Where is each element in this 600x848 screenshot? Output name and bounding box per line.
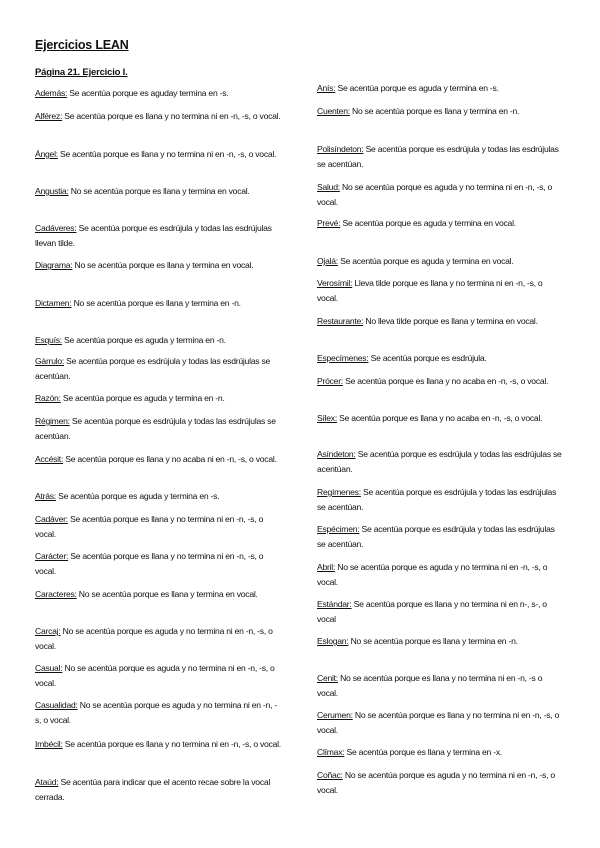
entry-term: Restaurante: xyxy=(317,316,364,326)
entry xyxy=(35,296,283,311)
entry-explanation: Se acentúa porque es esdrújula y todas las esdrújulas se acentúan. xyxy=(35,356,271,381)
entry-term: Alférez: xyxy=(35,111,63,121)
entry-term: Accésit: xyxy=(35,454,64,464)
entry-explanation: Se acentúa porque es llana y no acaba en -n, -s, o vocal. xyxy=(337,413,543,423)
entry-explanation: Se acentúa porque es llana y no acaba en -n, -s, o vocal. xyxy=(342,376,549,386)
entry xyxy=(35,587,283,602)
entry-term: Especímenes: xyxy=(317,353,369,363)
entry xyxy=(317,634,565,649)
entry xyxy=(35,549,283,578)
entry xyxy=(35,184,283,199)
entry-explanation: No se acentúa porque es aguda y no termina ni en -n, -s, o vocal. xyxy=(35,700,277,725)
entry-explanation: Se acentúa porque es aguda y termina en vocal. xyxy=(337,256,514,266)
entry xyxy=(35,354,283,383)
entry-term: Clímax: xyxy=(317,747,345,757)
entry-explanation: No se acentúa porque es llana y termina en -n. xyxy=(348,636,518,646)
entry-explanation: Se acentúa porque es esdrújula y todas las esdrújulas se acentúan. xyxy=(317,524,555,549)
entry-explanation: Se acentúa porque es esdrújula y todas las esdrújulas se acentúan. xyxy=(317,487,557,512)
entry xyxy=(317,411,565,426)
entry xyxy=(35,258,283,273)
entry-explanation: Se acentúa porque es aguda y termina en vocal. xyxy=(340,218,516,228)
entry xyxy=(317,768,565,797)
entry xyxy=(317,351,565,366)
entry-explanation: Se acentúa porque es llana y no termina ni en -n, -s, o vocal. xyxy=(62,111,281,121)
entry-explanation: Se acentúa porque es esdrújula y todas las esdrújulas llevan tilde. xyxy=(35,223,272,248)
entry-term: Cadáveres: xyxy=(35,223,77,233)
entry xyxy=(35,452,283,467)
entry-term: Angustia: xyxy=(35,186,69,196)
entry xyxy=(35,414,283,443)
entry-explanation: No se acentúa porque es aguda y no termina ni en -n, -s, o vocal. xyxy=(35,626,273,651)
entry-explanation: Se acentúa porque es llana y no termina ni en n-, s-, o vocal xyxy=(317,599,547,624)
entry-explanation: No se acentúa porque es aguda y no termina ni en -n, -s, o vocal. xyxy=(317,182,553,207)
entry-term: Esquís: xyxy=(35,335,62,345)
entry-explanation: No lleva tilde porque es llana y termina en vocal. xyxy=(363,316,538,326)
entry-explanation: Se acentúa porque es esdrújula. xyxy=(368,353,487,363)
entry-term: Espécimen: xyxy=(317,524,360,534)
entry-explanation: No se acentúa porque es llana y termina en -n. xyxy=(71,298,241,308)
entry-explanation: No se acentúa porque es llana y termina en -n. xyxy=(349,106,520,116)
entry-term: Casualidad: xyxy=(35,700,78,710)
entry-explanation: No se acentúa porque es aguda y no termina ni en -n, -s, o vocal. xyxy=(317,770,555,795)
entry-term: Carcaj: xyxy=(35,626,61,636)
entry-term: Regímenes: xyxy=(317,487,361,497)
entry xyxy=(35,109,283,124)
entry xyxy=(35,333,283,348)
entry-explanation: Se acentúa porque es esdrújula y todas las esdrújulas se acentúan. xyxy=(35,416,276,441)
entry xyxy=(35,512,283,541)
entry-explanation: No se acentúa porque es llana y termina en vocal. xyxy=(76,589,258,599)
entry-term: Dictamen: xyxy=(35,298,72,308)
entry xyxy=(317,81,565,96)
entry-term: Razón: xyxy=(35,393,61,403)
entry xyxy=(35,661,283,690)
entry-term: Prevé: xyxy=(317,218,341,228)
entry-term: Polisíndeton: xyxy=(317,144,364,154)
entry xyxy=(317,104,565,119)
entry-term: Ataúd: xyxy=(35,777,59,787)
entry-explanation: No se acentúa porque es aguda y no termina ni en -n, -s, o vocal. xyxy=(317,562,548,587)
entry-term: Asíndeton: xyxy=(317,449,356,459)
entry-explanation: Se acentúa porque es aguday termina en -s. xyxy=(67,88,229,98)
entry xyxy=(317,745,565,760)
entry xyxy=(317,708,565,737)
entry xyxy=(35,86,283,101)
entry xyxy=(35,775,283,804)
entry-term: Atrás: xyxy=(35,491,56,501)
entry-explanation: No se acentúa porque es aguda y no termina ni en -n, -s, o vocal. xyxy=(35,663,275,688)
entry-term: Ojalá: xyxy=(317,256,338,266)
entry xyxy=(35,737,283,752)
entry-term: Coñac: xyxy=(317,770,343,780)
entry-term: Cenit: xyxy=(317,673,338,683)
entry xyxy=(317,254,565,269)
entry xyxy=(35,221,283,250)
entry-explanation: Se acentúa porque es llana y no termina ni en -n, -s, o vocal. xyxy=(57,149,277,159)
entry-term: Abril: xyxy=(317,562,336,572)
entry-term: Cadáver: xyxy=(35,514,68,524)
entry xyxy=(35,698,283,727)
entry-explanation: Se acentúa porque es llana y no termina ni en -n, -s, o vocal. xyxy=(35,551,264,576)
page-title: Ejercicios LEAN xyxy=(35,38,129,52)
entry xyxy=(317,671,565,700)
entry-term: Prócer: xyxy=(317,376,343,386)
entry-explanation: Se acentúa porque es llana y no acaba ni en -n, -s, o vocal. xyxy=(63,454,277,464)
entry-explanation: Se acentúa porque es aguda y termina en -n. xyxy=(60,393,225,403)
entry xyxy=(317,180,565,209)
entry-explanation: Se acentúa porque es llana y no termina ni en -n, -s, o vocal. xyxy=(62,739,281,749)
entry xyxy=(35,391,283,406)
entry-explanation: No se acentúa porque es llana y termina en vocal. xyxy=(68,186,250,196)
entry-term: Verosímil: xyxy=(317,278,353,288)
entry xyxy=(317,485,565,514)
entry-term: Estándar: xyxy=(317,599,352,609)
entry-explanation: Lleva tilde porque es llana y no termina ni en -n, -s, o vocal. xyxy=(317,278,543,303)
entry xyxy=(317,374,565,389)
entry-term: Caracteres: xyxy=(35,589,77,599)
entry-explanation: Se acentúa porque es esdrújula y todas las esdrújulas se acentúan. xyxy=(317,144,559,169)
entry xyxy=(317,216,565,231)
entry-term: Carácter: xyxy=(35,551,69,561)
entry-explanation: Se acentúa porque es aguda y termina en -s. xyxy=(335,83,499,93)
entry-explanation: Se acentúa porque es llana y no termina ni en -n, -s, o vocal. xyxy=(35,514,264,539)
entry xyxy=(35,147,283,162)
entry-term: Gárrulo: xyxy=(35,356,65,366)
entry xyxy=(317,560,565,589)
entry xyxy=(317,314,565,329)
entry-explanation: Se acentúa para indicar que el acento recae sobre la vocal cerrada. xyxy=(35,777,271,802)
entry-explanation: Se acentúa porque es esdrújula y todas las esdrújulas se acentúan. xyxy=(317,449,562,474)
entry-explanation: Se acentúa porque es aguda y termina en -n. xyxy=(61,335,226,345)
entry-term: Diagrama: xyxy=(35,260,73,270)
entry xyxy=(317,142,565,171)
entry-term: Sílex: xyxy=(317,413,337,423)
entry-term: Cuenten: xyxy=(317,106,350,116)
exercise-heading: Página 21. Ejercicio I. xyxy=(35,67,128,78)
entry xyxy=(317,597,565,626)
entry xyxy=(35,489,283,504)
entry-term: Además: xyxy=(35,88,68,98)
entry-explanation: No se acentúa porque es llana y no termina ni en -n, -s o vocal. xyxy=(317,673,543,698)
entry xyxy=(317,447,565,476)
entry-explanation: Se acentúa porque es llana y termina en -x. xyxy=(344,747,503,757)
entry-term: Cerumen: xyxy=(317,710,353,720)
entry-term: Régimen: xyxy=(35,416,70,426)
entry-explanation: No se acentúa porque es llana y termina en vocal. xyxy=(72,260,254,270)
entry xyxy=(35,624,283,653)
entry xyxy=(317,276,565,305)
entry-term: Casual: xyxy=(35,663,63,673)
entry-term: Salud: xyxy=(317,182,340,192)
entry-term: Ángel: xyxy=(35,149,58,159)
entry xyxy=(317,522,565,551)
entry-term: Imbécil: xyxy=(35,739,63,749)
entry-explanation: No se acentúa porque es llana y no termina ni en -n, -s, o vocal. xyxy=(317,710,560,735)
entry-term: Anís: xyxy=(317,83,336,93)
entry-explanation: Se acentúa porque es aguda y termina en -s. xyxy=(55,491,220,501)
entry-term: Eslogan: xyxy=(317,636,349,646)
